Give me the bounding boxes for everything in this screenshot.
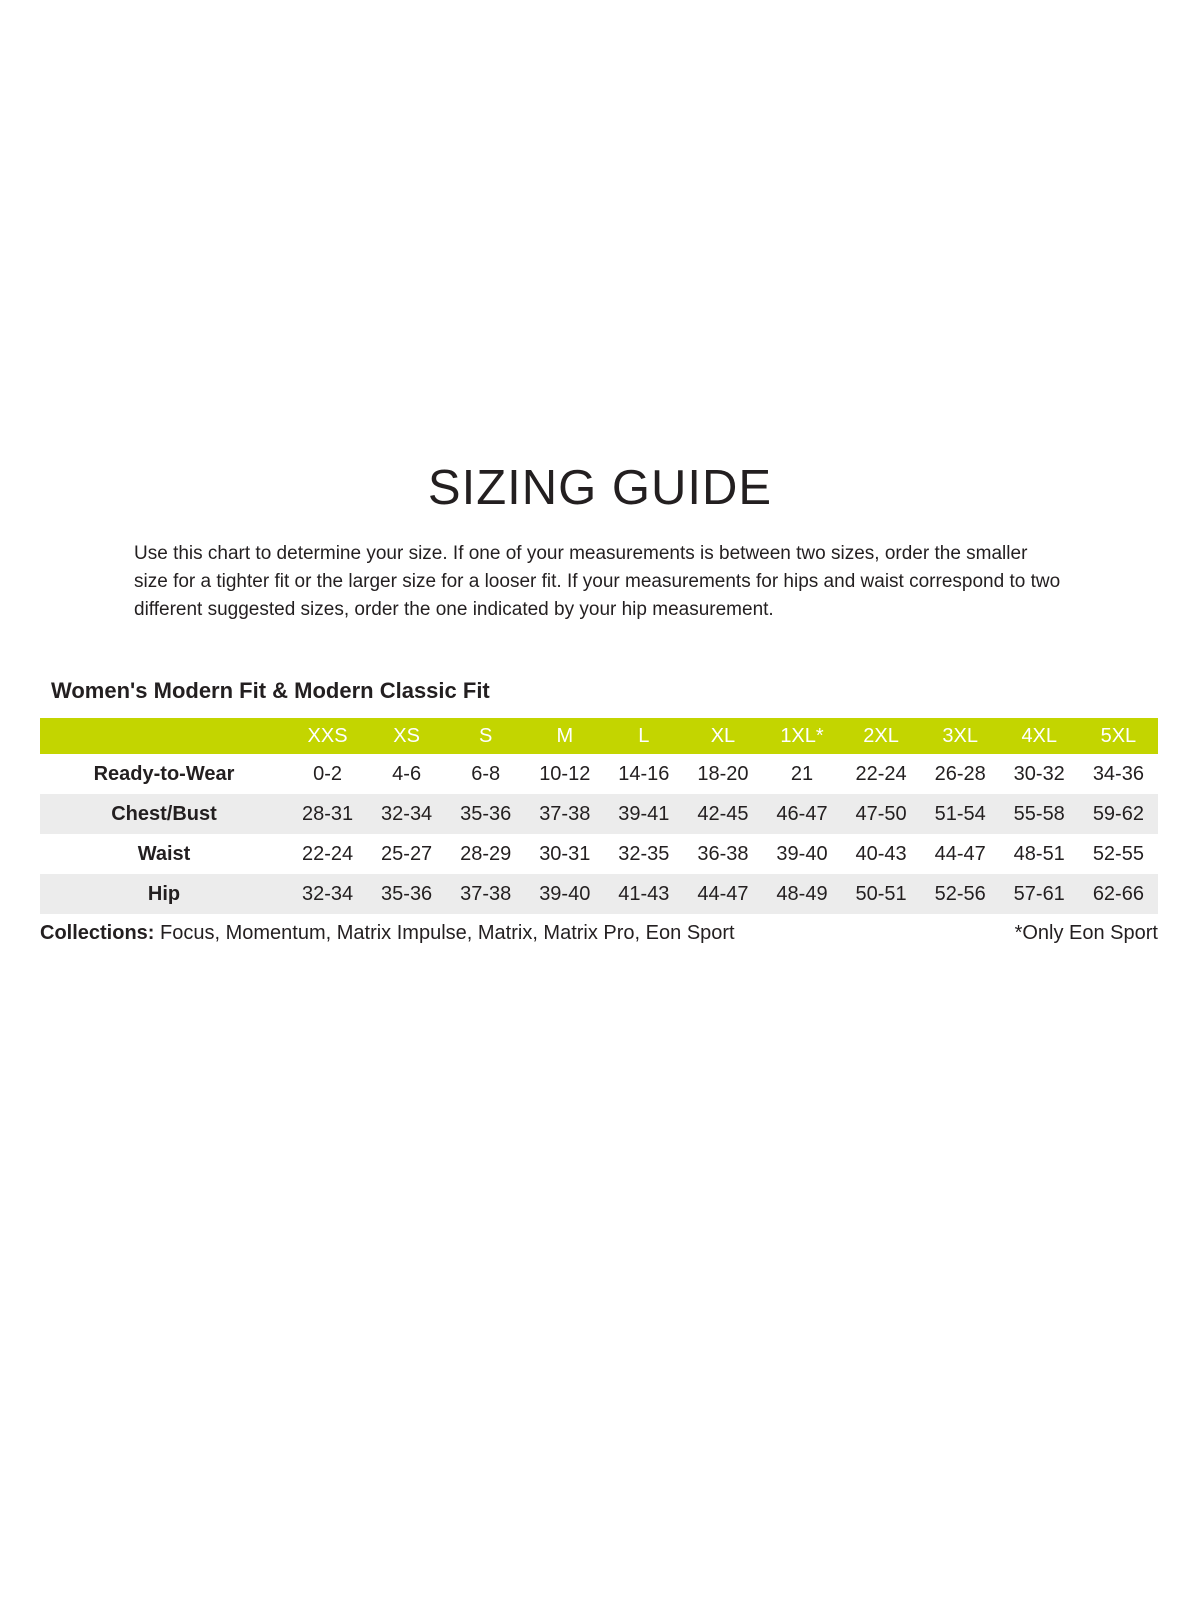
size-column-header: 1XL* bbox=[762, 718, 841, 754]
size-value-cell: 4-6 bbox=[392, 762, 422, 785]
row-label: Waist bbox=[137, 842, 191, 865]
size-value-cell: 22-24 bbox=[301, 842, 354, 865]
size-value-cell: 59-62 bbox=[1092, 802, 1144, 825]
table-row bbox=[40, 834, 1158, 874]
row-label: Hip bbox=[147, 882, 181, 905]
size-value-cell: 57-61 bbox=[1013, 882, 1065, 905]
size-header-row bbox=[40, 718, 1158, 754]
size-value-cell: 25-27 bbox=[381, 842, 433, 865]
table-row bbox=[40, 754, 1158, 794]
size-value-cell: 36-38 bbox=[697, 842, 749, 865]
table-row bbox=[40, 874, 1158, 914]
size-value-cell: 30-31 bbox=[539, 842, 591, 865]
size-value-cell: 26-28 bbox=[934, 762, 986, 785]
collections-list: Focus, Momentum, Matrix Impulse, Matrix, Matrix Pro, Eon Sport bbox=[160, 922, 735, 945]
size-value-cell: 37-38 bbox=[460, 882, 512, 905]
size-column-header: 4XL bbox=[1000, 718, 1079, 754]
size-value-cell: 62-66 bbox=[1092, 882, 1144, 905]
size-value-cell: 14-16 bbox=[618, 762, 670, 785]
size-value-cell: 44-47 bbox=[697, 882, 749, 905]
row-label: Ready-to-Wear bbox=[93, 762, 235, 785]
size-column-header: L bbox=[604, 718, 683, 754]
size-value-cell: 46-47 bbox=[776, 802, 828, 825]
size-column-header: S bbox=[446, 718, 525, 754]
size-value-cell: 51-54 bbox=[934, 802, 986, 825]
size-value-cell: 30-32 bbox=[1013, 762, 1065, 785]
table-row bbox=[40, 794, 1158, 834]
sizing-table-body bbox=[40, 754, 1158, 914]
size-column-header: M bbox=[525, 718, 604, 754]
page-title: SIZING GUIDE bbox=[427, 461, 773, 515]
size-column-header: XXS bbox=[288, 718, 367, 754]
size-value-cell: 32-35 bbox=[618, 842, 670, 865]
size-value-cell: 39-41 bbox=[618, 802, 670, 825]
size-value-cell: 55-58 bbox=[1013, 802, 1065, 825]
size-value-cell: 39-40 bbox=[539, 882, 591, 905]
size-value-cell: 41-43 bbox=[618, 882, 670, 905]
table-corner-cell bbox=[40, 718, 288, 754]
size-value-cell: 34-36 bbox=[1092, 762, 1144, 785]
size-column-header: 3XL bbox=[921, 718, 1000, 754]
size-value-cell: 39-40 bbox=[776, 842, 828, 865]
size-value-cell: 48-49 bbox=[776, 882, 828, 905]
size-value-cell: 52-56 bbox=[934, 882, 986, 905]
size-value-cell: 50-51 bbox=[855, 882, 907, 905]
size-value-cell: 52-55 bbox=[1092, 842, 1144, 865]
size-column-header: 2XL bbox=[842, 718, 921, 754]
intro-paragraph: Use this chart to determine your size. If one of your measurements is between two sizes, order the smaller size for a tighter fit or the larger size for a looser fit. If your measurements for hips and waist correspond to two different suggested sizes, order the one indicated by your hip measurement. bbox=[134, 542, 1061, 621]
collections-note bbox=[40, 922, 735, 945]
size-value-cell: 21 bbox=[790, 762, 814, 785]
size-value-cell: 35-36 bbox=[460, 802, 512, 825]
size-value-cell: 35-36 bbox=[381, 882, 433, 905]
size-column-header: XS bbox=[367, 718, 446, 754]
size-value-cell: 47-50 bbox=[855, 802, 907, 825]
size-value-cell: 48-51 bbox=[1013, 842, 1065, 865]
size-value-cell: 0-2 bbox=[313, 762, 342, 785]
size-column-header: 5XL bbox=[1079, 718, 1158, 754]
size-value-cell: 10-12 bbox=[539, 762, 591, 785]
collections-label: Collections: bbox=[40, 922, 155, 945]
size-value-cell: 28-31 bbox=[301, 802, 354, 825]
sizing-table bbox=[40, 718, 1158, 914]
size-value-cell: 28-29 bbox=[460, 842, 512, 865]
size-value-cell: 40-43 bbox=[855, 842, 907, 865]
row-label: Chest/Bust bbox=[111, 802, 217, 825]
section-heading: Women's Modern Fit & Modern Classic Fit bbox=[51, 678, 490, 704]
size-value-cell: 42-45 bbox=[697, 802, 749, 825]
size-value-cell: 32-34 bbox=[301, 882, 354, 905]
size-value-cell: 18-20 bbox=[697, 762, 749, 785]
size-value-cell: 37-38 bbox=[539, 802, 591, 825]
size-value-cell: 32-34 bbox=[381, 802, 433, 825]
size-value-cell: 44-47 bbox=[934, 842, 986, 865]
size-column-header: XL bbox=[683, 718, 762, 754]
size-value-cell: 6-8 bbox=[471, 762, 501, 785]
sizing-table-header bbox=[40, 718, 1158, 754]
size-value-cell: 22-24 bbox=[855, 762, 907, 785]
table-footer bbox=[40, 922, 1158, 945]
footnote: *Only Eon Sport bbox=[1014, 922, 1158, 945]
